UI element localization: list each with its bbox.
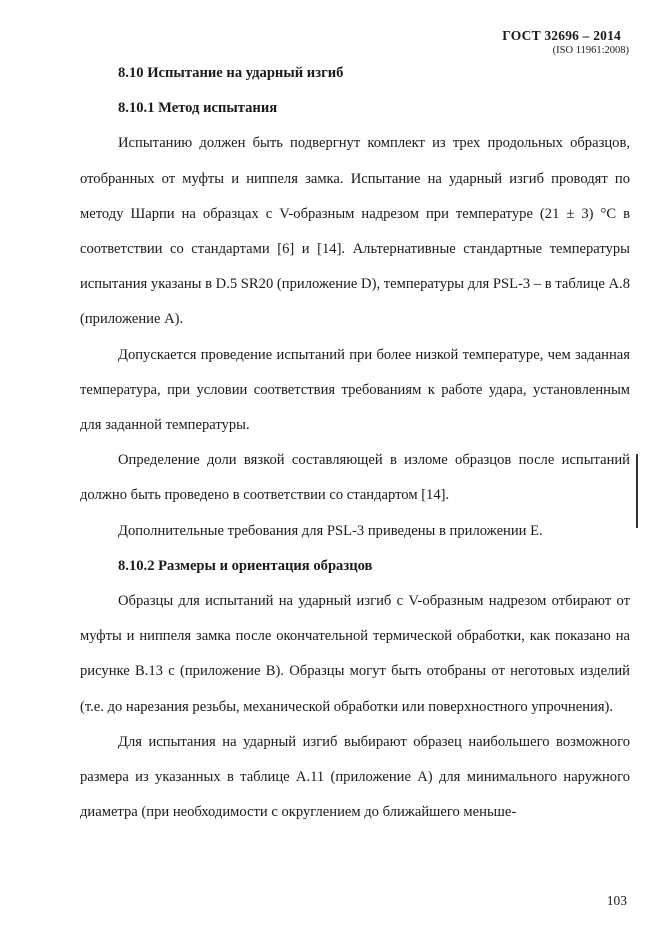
iso-reference: (ISO 11961:2008) [552,45,629,56]
paragraph: Испытанию должен быть подвергнут комплект из трех продольных образцов, отобранных от муфты и ниппеля замка. Испытание на ударный изгиб проводят по методу Шарпи на образцах с V-образным надрезом при температуре (21 ± 3) °С в соответствии со стандартами [6] и [14]. Альтернативные стандартные температуры испытания указаны в D.5 SR20 (приложение D), температуры для PSL-3 – в таблице А.8 (приложение А). [80,135,630,328]
section-8-10-heading: 8.10 Испытание на ударный изгиб [118,65,344,81]
paragraph: Определение доли вязкой составляющей в изломе образцов после испытаний должно быть проведено в соответствии со стандартом [14]. [80,452,630,504]
change-bar [636,454,638,528]
paragraph: Образцы для испытаний на ударный изгиб с V-образным надрезом отбирают от муфты и ниппеля замка после окончательной термической обработки, как показано на рисунке В.13 с (приложение В). Образцы могут быть отобраны от неготовых изделий (т.е. до нарезания резьбы, механической обработки или поверхностного упрочнения). [80,593,630,715]
page-content [80,56,630,830]
paragraph: Дополнительные требования для PSL-3 приведены в приложении Е. [118,522,543,539]
document-code: ГОСТ 32696 – 2014 [502,28,621,43]
paragraph: Для испытания на ударный изгиб выбирают образец наибольшего возможного размера из указанных в таблице А.11 (приложение А) для минимального наружного диаметра (при необходимости с округлением до ближайшего меньше- [80,733,630,821]
section-8-10-1-heading: 8.10.1 Метод испытания [118,100,278,117]
paragraph: Допускается проведение испытаний при более низкой температуре, чем заданная температура, при условии соответствия требованиям к работе удара, установленным для заданной температуры. [80,346,630,434]
section-8-10-2-heading: 8.10.2 Размеры и ориентация образцов [118,557,373,574]
page-number: 103 [606,893,627,908]
